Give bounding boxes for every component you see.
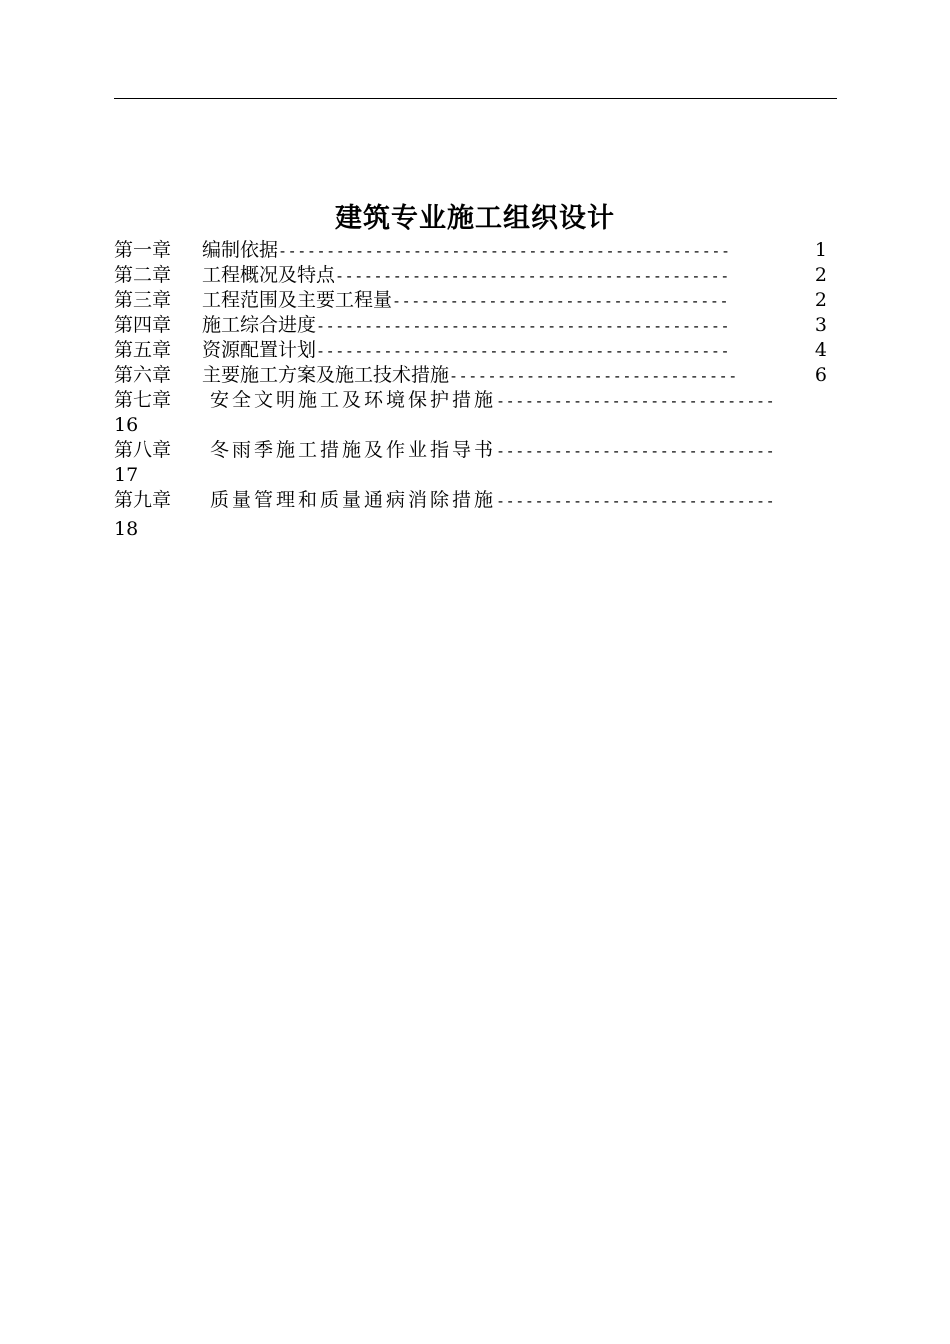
toc-entry-6[interactable] [114,363,837,388]
toc-page-number: 6 [814,364,827,386]
toc-entry-5[interactable] [114,338,837,363]
toc-leader: ----------------------------- [496,442,776,460]
toc-entry-4[interactable] [114,313,837,338]
toc-page-number: 4 [814,339,827,361]
toc-chapter: 第三章 [114,289,172,311]
toc-leader: ----------------------------- [496,492,776,510]
toc-leader: ----------------------------------------- [335,267,730,285]
toc-page-number: 2 [814,289,827,311]
header-rule [114,98,837,99]
toc-text: 安全文明施工及环境保护措施 [210,389,497,411]
toc-text: 施工综合进度 [202,314,317,336]
toc-entry-8[interactable] [114,438,837,463]
toc-leader: ----------------------------------------------- [278,242,731,260]
toc-page-number: 17 [114,464,139,486]
table-of-contents [114,238,837,542]
toc-chapter: 第四章 [114,314,172,336]
toc-page-number: 16 [114,414,139,436]
toc-entry-1[interactable] [114,238,837,263]
document-title: 建筑专业施工组织设计 [335,203,615,234]
toc-text: 编制依据 [202,239,279,261]
toc-leader: ------------------------------ [449,367,738,385]
toc-text: 工程概况及特点 [202,264,336,286]
toc-page-number: 1 [814,239,827,261]
toc-chapter: 第二章 [114,264,172,286]
toc-text: 质量管理和质量通病消除措施 [210,489,497,511]
toc-text: 资源配置计划 [202,339,317,361]
toc-chapter: 第六章 [114,364,172,386]
toc-entry-3[interactable] [114,288,837,313]
toc-entry-7[interactable] [114,388,837,413]
toc-chapter: 第一章 [114,239,172,261]
toc-text: 冬雨季施工措施及作业指导书 [210,439,497,461]
toc-page-number: 3 [814,314,827,336]
toc-chapter: 第九章 [114,489,172,511]
toc-text: 主要施工方案及施工技术措施 [202,364,450,386]
toc-leader: ------------------------------------------- [316,317,731,335]
toc-chapter: 第五章 [114,339,172,361]
toc-leader: ----------------------------------- [392,292,730,310]
toc-entry-2[interactable] [114,263,837,288]
toc-chapter: 第七章 [114,389,172,411]
toc-chapter: 第八章 [114,439,172,461]
toc-entry-9[interactable] [114,488,837,513]
toc-leader: ------------------------------------------- [316,342,731,360]
toc-leader: ----------------------------- [496,392,776,410]
toc-page-number: 2 [814,264,827,286]
toc-text: 工程范围及主要工程量 [202,289,393,311]
toc-page-number: 18 [114,518,139,540]
